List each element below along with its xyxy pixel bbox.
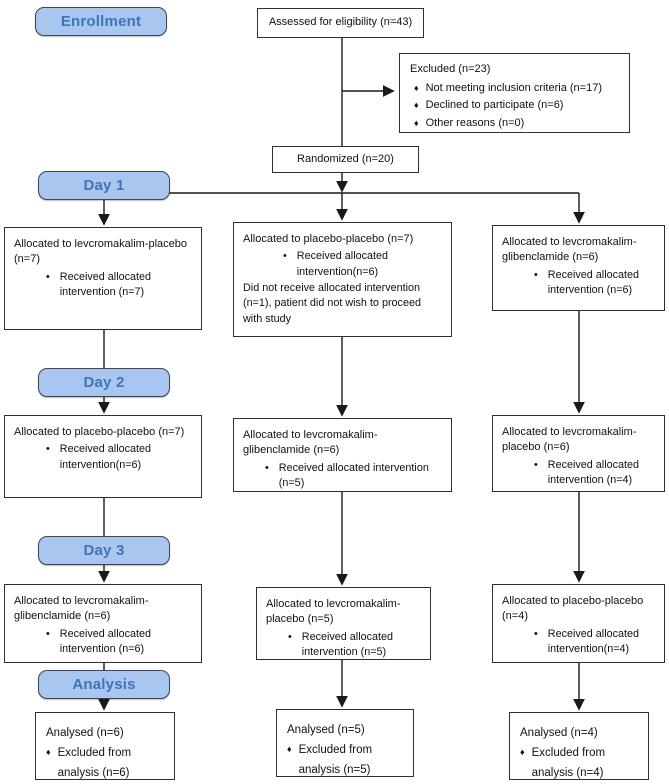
analysed-bullet-text: Excluded from analysis (n=5)	[298, 744, 373, 777]
allocation-bullet-text: Received allocated intervention (n=5)	[301, 630, 394, 658]
allocation-box-day2-col2	[233, 418, 452, 492]
allocation-bullet	[502, 268, 656, 298]
analysed-title: Analysed (n=5)	[287, 724, 365, 736]
stage-label-analysis: Analysis	[38, 670, 170, 699]
allocation-bullet-text: Received allocated intervention(n=4)	[547, 627, 640, 655]
excluded-item-text: Declined to participate (n=6)	[425, 99, 564, 112]
stage-label-day3: Day 3	[38, 536, 170, 565]
diamond-bullet-icon: ♦	[414, 100, 419, 111]
allocation-box-day3-col3	[492, 584, 665, 663]
analysed-box-col3	[509, 712, 649, 780]
allocation-box-day2-col3	[492, 415, 665, 492]
allocation-title: Allocated to levcromakalim-placebo (n=5)	[266, 598, 401, 626]
analysed-bullet	[520, 743, 642, 783]
allocation-bullet	[14, 627, 193, 657]
allocation-title: Allocated to levcromakalim-glibenclamide (n=6)	[243, 429, 378, 457]
excluded-item-text: Not meeting inclusion criteria (n=17)	[425, 82, 602, 95]
allocation-box-day3-col2	[256, 587, 431, 660]
allocation-bullet-text: Received allocated intervention(n=6)	[59, 443, 152, 471]
allocation-title: Allocated to levcromakalim-placebo (n=7)	[14, 238, 188, 266]
analysed-title: Analysed (n=6)	[46, 727, 124, 739]
analysed-bullet-text: Excluded from analysis (n=6)	[57, 747, 132, 780]
analysed-box-col2	[276, 709, 414, 777]
allocation-bullet-text: Received allocated intervention(n=6)	[296, 250, 389, 278]
allocation-title: Allocated to placebo-placebo (n=7)	[243, 233, 414, 245]
excluded-item	[410, 80, 621, 97]
allocation-bullet	[266, 630, 422, 660]
stage-label-enrollment: Enrollment	[35, 7, 167, 36]
analysed-title: Analysed (n=4)	[520, 727, 598, 739]
round-bullet-icon: •	[283, 250, 287, 263]
allocation-bullet	[243, 461, 443, 491]
round-bullet-icon: •	[46, 443, 50, 456]
allocation-box-day1-col2	[233, 222, 452, 337]
allocation-bullet-text: Received allocated intervention (n=6)	[59, 627, 152, 655]
allocation-box-day1-col3	[492, 225, 665, 311]
analysed-bullet-text: Excluded from analysis (n=4)	[531, 747, 606, 780]
allocation-title: Allocated to levcromakalim-glibenclamide (n=6)	[14, 595, 149, 623]
round-bullet-icon: •	[288, 630, 292, 643]
allocation-bullet	[243, 249, 443, 279]
stage-label-day1: Day 1	[38, 171, 170, 200]
diamond-bullet-icon: ♦	[46, 747, 51, 758]
allocation-title: Allocated to placebo-placebo (n=4)	[502, 595, 644, 623]
allocation-bullet	[502, 458, 656, 488]
analysed-bullet	[287, 740, 407, 780]
diamond-bullet-icon: ♦	[414, 117, 419, 128]
round-bullet-icon: •	[534, 268, 538, 281]
allocation-note: Did not receive allocated intervention (n=1), patient did not wish to proceed with study	[243, 281, 421, 325]
randomized-box: Randomized (n=20)	[272, 146, 419, 173]
round-bullet-icon: •	[265, 461, 269, 474]
allocation-bullet	[502, 627, 656, 657]
allocation-bullet-text: Received allocated intervention (n=6)	[547, 268, 640, 296]
allocation-bullet-text: Received allocated intervention (n=7)	[59, 270, 152, 298]
round-bullet-icon: •	[534, 627, 538, 640]
excluded-item-text: Other reasons (n=0)	[425, 116, 525, 129]
diamond-bullet-icon: ♦	[520, 747, 525, 758]
allocation-box-day3-col1	[4, 584, 202, 663]
allocation-bullet	[14, 442, 193, 472]
round-bullet-icon: •	[46, 270, 50, 283]
allocation-title: Allocated to levcromakalim-placebo (n=6)	[502, 426, 637, 454]
allocation-title: Allocated to levcromakalim-glibenclamide (n=6)	[502, 236, 637, 264]
allocation-bullet-text: Received allocated intervention (n=4)	[547, 458, 640, 486]
analysed-bullet	[46, 743, 168, 783]
excluded-title: Excluded (n=23)	[410, 63, 491, 75]
diamond-bullet-icon: ♦	[414, 83, 419, 94]
assessed-eligibility-box: Assessed for eligibility (n=43)	[257, 8, 424, 38]
excluded-item	[410, 115, 621, 132]
round-bullet-icon: •	[534, 458, 538, 471]
allocation-box-day1-col1	[4, 227, 202, 330]
excluded-item	[410, 97, 621, 114]
stage-label-day2: Day 2	[38, 368, 170, 397]
allocation-bullet	[14, 270, 193, 300]
allocation-bullet-text: Received allocated intervention (n=5)	[278, 461, 429, 489]
round-bullet-icon: •	[46, 627, 50, 640]
excluded-box	[399, 53, 630, 133]
allocation-box-day2-col1	[4, 415, 202, 498]
diamond-bullet-icon: ♦	[287, 744, 292, 755]
allocation-title: Allocated to placebo-placebo (n=7)	[14, 426, 185, 438]
analysed-box-col1	[35, 712, 175, 780]
